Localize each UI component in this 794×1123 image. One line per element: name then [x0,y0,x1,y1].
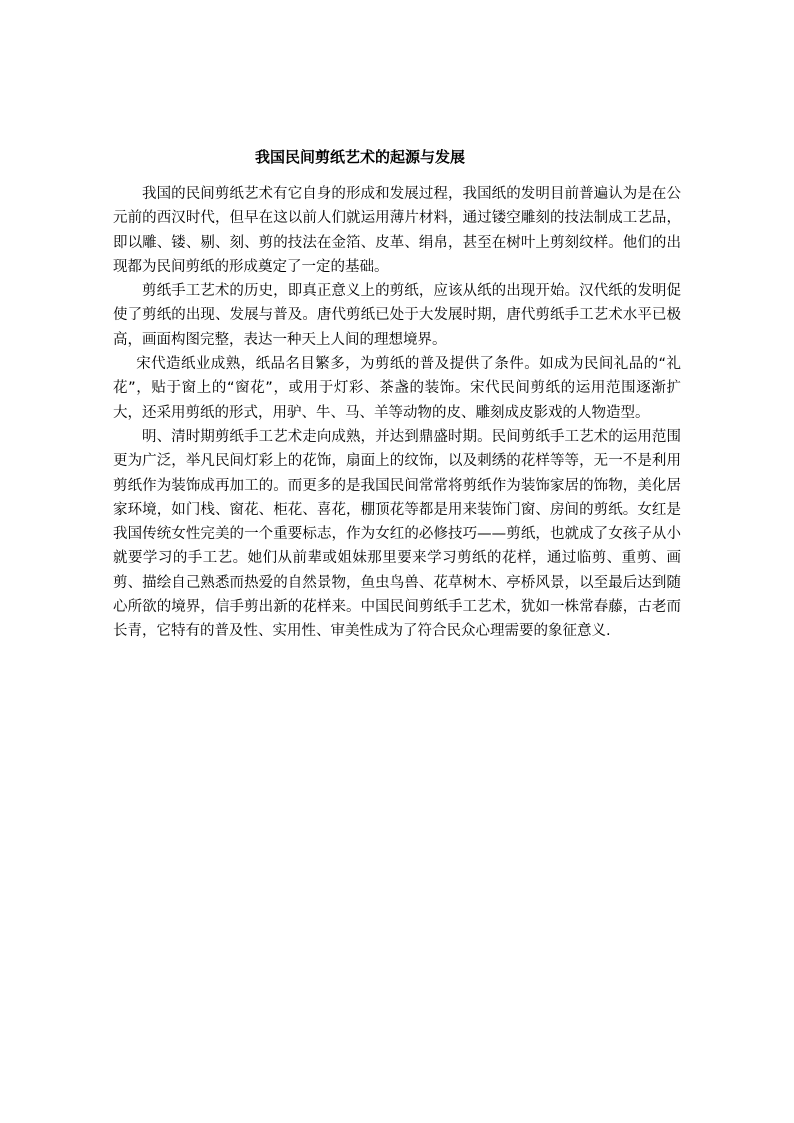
page-title: 我国民间剪纸艺术的起源与发展 [254,148,465,166]
document-body [113,182,681,644]
paragraph-3: 宋代造纸业成熟，纸品名目繁多，为剪纸的普及提供了条件。如成为民间礼品的“礼花”，贴于窗上的“窗花”，或用于灯彩、茶盏的装饰。宋代民间剪纸的运用范围逐渐扩大，还采用剪纸的形式，用驴、牛、马、羊等动物的皮、雕刻成皮影戏的人物造型。 [113,356,681,421]
paragraph-4: 明、清时期剪纸手工艺术走向成熟，并达到鼎盛时期。民间剪纸手工艺术的运用范围更为广泛，举凡民间灯彩上的花饰，扇面上的纹饰，以及刺绣的花样等等，无一不是利用剪纸作为装饰成再加工的。而更多的是我国民间常常将剪纸作为装饰家居的饰物，美化居家环境，如门栈、窗花、柜花、喜花，棚顶花等都是用来装饰门窗、房间的剪纸。女红是我国传统女性完美的一个重要标志，作为女红的必修技巧——剪纸，也就成了女孩子从小就要学习的手工艺。她们从前辈或姐妹那里要来学习剪纸的花样，通过临剪、重剪、画剪、描绘自己熟悉而热爱的自然景物，鱼虫鸟兽、花草树木、亭桥风景，以至最后达到随心所欲的境界，信手剪出新的花样来。中国民间剪纸手工艺术，犹如一株常春藤，古老而长青，它特有的普及性、实用性、审美性成为了符合民众心理需要的象征意义. [113,428,681,640]
paragraph-2: 剪纸手工艺术的历史，即真正意义上的剪纸，应该从纸的出现开始。汉代纸的发明促使了剪纸的出现、发展与普及。唐代剪纸已处于大发展时期，唐代剪纸手工艺术水平已极高，画面构图完整，表达一种天上人间的理想境界。 [113,283,681,348]
paragraph-1: 我国的民间剪纸艺术有它自身的形成和发展过程，我国纸的发明目前普遍认为是在公元前的西汉时代，但早在这以前人们就运用薄片材料，通过镂空雕刻的技法制成工艺品，即以雕、镂、剔、刻、剪的技法在金箔、皮革、绢帛，甚至在树叶上剪刻纹样。他们的出现都为民间剪纸的形成奠定了一定的基础。 [113,186,681,275]
